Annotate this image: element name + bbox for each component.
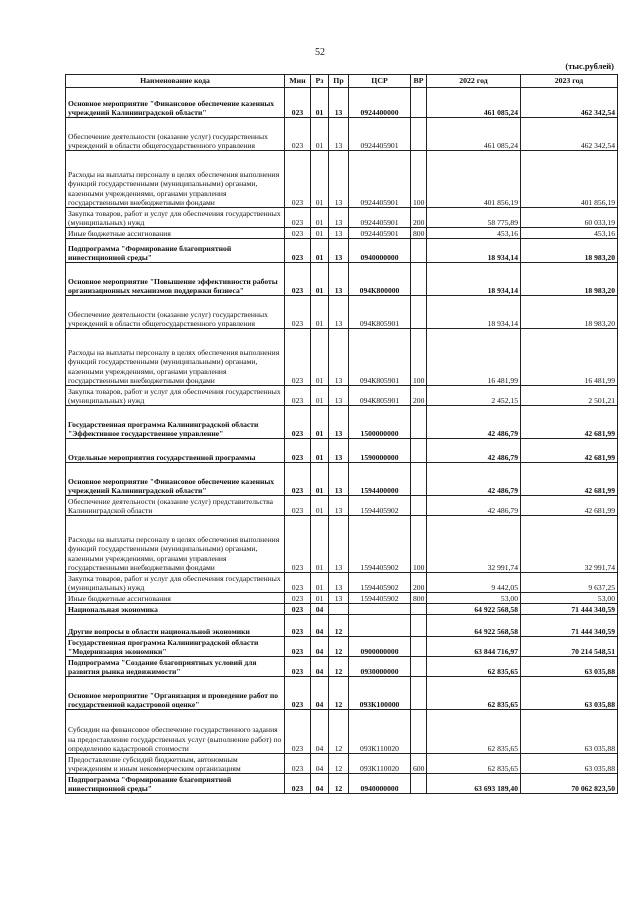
cell-csr: 093К110020 [349,754,411,774]
cell-min: 023 [285,496,311,516]
cell-2023: 2 501,21 [521,386,618,406]
cell-pr: 13 [329,593,349,604]
cell-rz: 01 [311,228,329,239]
cell-rz: 01 [311,151,329,208]
table-row [66,754,618,774]
cell-min: 023 [285,386,311,406]
table-row [66,228,618,239]
table-row [66,774,618,794]
cell-rz: 04 [311,604,329,615]
cell-min: 023 [285,296,311,329]
cell-2022: 42 486,79 [427,463,521,496]
cell-2022: 18 934,14 [427,263,521,296]
cell-min: 023 [285,754,311,774]
cell-vr [411,296,427,329]
cell-pr: 13 [329,296,349,329]
table-row [66,677,618,710]
cell-2022: 42 486,79 [427,439,521,463]
cell-pr: 13 [329,439,349,463]
cell-2023: 70 062 823,50 [521,774,618,794]
cell-2022: 16 481,99 [427,329,521,386]
cell-2022: 58 775,89 [427,208,521,228]
cell-pr: 12 [329,710,349,754]
cell-2022: 18 934,14 [427,239,521,263]
cell-2022: 32 991,74 [427,516,521,573]
header-2023: 2023 год [521,75,618,88]
cell-name: Иные бюджетные ассигнования [66,228,285,239]
cell-2023: 42 681,99 [521,439,618,463]
cell-vr [411,496,427,516]
cell-2023: 462 342,54 [521,88,618,118]
cell-2023: 18 983,20 [521,263,618,296]
cell-name: Государственная программа Калининградской области "Эффективное государственное управление" [66,406,285,439]
cell-csr [349,604,411,615]
cell-pr: 13 [329,151,349,208]
cell-min: 023 [285,151,311,208]
cell-vr: 100 [411,516,427,573]
table-row [66,118,618,151]
cell-2022: 461 085,24 [427,118,521,151]
cell-csr: 094К805901 [349,296,411,329]
cell-pr: 13 [329,263,349,296]
cell-rz: 01 [311,406,329,439]
cell-2023: 53,00 [521,593,618,604]
cell-vr: 800 [411,593,427,604]
cell-2023: 9 637,25 [521,573,618,593]
cell-rz: 01 [311,239,329,263]
cell-min: 023 [285,118,311,151]
cell-csr: 0924400000 [349,88,411,118]
cell-2023: 63 035,88 [521,754,618,774]
cell-2023: 63 035,88 [521,657,618,677]
header-2022: 2022 год [427,75,521,88]
table-row [66,329,618,386]
cell-name: Основное мероприятие "Финансовое обеспечение казенных учреждений Калининградской области" [66,88,285,118]
cell-rz: 01 [311,118,329,151]
cell-pr: 12 [329,615,349,637]
table-header-row [66,75,618,88]
cell-vr [411,406,427,439]
cell-2023: 63 035,88 [521,677,618,710]
cell-name: Расходы на выплаты персоналу в целях обеспечения выполнения функций государственными (муниципальными) органами, казенными учреждениями, органами управления государственными внебюджетными фондами [66,516,285,573]
cell-rz: 01 [311,573,329,593]
cell-2023: 42 681,99 [521,406,618,439]
cell-csr: 1594400000 [349,463,411,496]
cell-rz: 04 [311,637,329,657]
cell-name: Государственная программа Калининградской области "Модернизация экономики" [66,637,285,657]
cell-name: Закупка товаров, работ и услуг для обеспечения государственных (муниципальных) нужд [66,573,285,593]
cell-rz: 01 [311,263,329,296]
cell-min: 023 [285,677,311,710]
cell-pr: 13 [329,496,349,516]
cell-name: Подпрограмма "Создание благоприятных условий для развития рынка недвижимости" [66,657,285,677]
cell-vr [411,439,427,463]
cell-csr: 1590000000 [349,439,411,463]
cell-pr: 13 [329,573,349,593]
cell-rz: 04 [311,657,329,677]
cell-2023: 42 681,99 [521,496,618,516]
cell-rz: 04 [311,710,329,754]
cell-vr: 100 [411,151,427,208]
table-row [66,604,618,615]
cell-vr: 200 [411,208,427,228]
cell-pr: 13 [329,118,349,151]
cell-min: 023 [285,239,311,263]
cell-min: 023 [285,329,311,386]
cell-name: Основное мероприятие "Финансовое обеспечение казенных учреждений Калининградской области" [66,463,285,496]
cell-min: 023 [285,657,311,677]
cell-min: 023 [285,228,311,239]
table-row [66,151,618,208]
table-row [66,88,618,118]
cell-rz: 01 [311,463,329,496]
cell-rz: 04 [311,615,329,637]
table-row [66,593,618,604]
cell-csr: 1594405902 [349,516,411,573]
cell-rz: 04 [311,754,329,774]
cell-min: 023 [285,637,311,657]
cell-min: 023 [285,263,311,296]
cell-name: Закупка товаров, работ и услуг для обеспечения государственных (муниципальных) нужд [66,208,285,228]
cell-2022: 9 442,05 [427,573,521,593]
cell-csr: 0924405901 [349,228,411,239]
cell-csr: 093К100000 [349,677,411,710]
cell-2023: 71 444 340,59 [521,604,618,615]
cell-vr [411,677,427,710]
cell-min: 023 [285,88,311,118]
cell-vr [411,615,427,637]
cell-pr: 13 [329,406,349,439]
cell-rz: 04 [311,774,329,794]
cell-name: Отдельные мероприятия государственной программы [66,439,285,463]
cell-csr: 094К800000 [349,263,411,296]
units-label: (тыс.рублей) [565,61,614,71]
table-row [66,239,618,263]
cell-2023: 71 444 340,59 [521,615,618,637]
cell-vr [411,118,427,151]
cell-csr: 0924405901 [349,118,411,151]
table-body [66,88,618,794]
cell-pr: 13 [329,239,349,263]
cell-2022: 42 486,79 [427,496,521,516]
table-row [66,573,618,593]
cell-rz: 01 [311,88,329,118]
cell-vr: 600 [411,754,427,774]
table-row [66,439,618,463]
cell-vr [411,710,427,754]
cell-pr: 13 [329,386,349,406]
cell-csr: 0924405901 [349,208,411,228]
cell-name: Предоставление субсидий бюджетным, автономным учреждениям и иным некоммерческим организациям [66,754,285,774]
cell-2022: 401 856,19 [427,151,521,208]
cell-pr: 12 [329,774,349,794]
cell-name: Подпрограмма "Формирование благоприятной инвестиционной среды" [66,774,285,794]
cell-min: 023 [285,573,311,593]
cell-rz: 01 [311,386,329,406]
table-row [66,463,618,496]
cell-2023: 401 856,19 [521,151,618,208]
cell-rz: 01 [311,208,329,228]
table-row [66,710,618,754]
cell-csr: 0924405901 [349,151,411,208]
cell-vr [411,657,427,677]
cell-rz: 04 [311,677,329,710]
cell-vr [411,239,427,263]
table-row [66,406,618,439]
cell-name: Подпрограмма "Формирование благоприятной инвестиционной среды" [66,239,285,263]
cell-vr [411,604,427,615]
cell-vr: 200 [411,386,427,406]
cell-rz: 01 [311,516,329,573]
header-min: Мин [285,75,311,88]
table-row [66,615,618,637]
cell-name: Основное мероприятие "Повышение эффективности работы организационных механизмов поддержки бизнеса" [66,263,285,296]
cell-csr: 094К805901 [349,386,411,406]
cell-name: Обеспечение деятельности (оказание услуг) представительства Калининградской области [66,496,285,516]
cell-2023: 16 481,99 [521,329,618,386]
cell-name: Обеспечение деятельности (оказание услуг) государственных учреждений в области общегосударственного управления [66,296,285,329]
cell-csr: 094К805901 [349,329,411,386]
cell-2022: 461 085,24 [427,88,521,118]
header-name: Наименование кода [66,75,285,88]
cell-2022: 42 486,79 [427,406,521,439]
cell-min: 023 [285,710,311,754]
cell-2022: 64 922 568,58 [427,604,521,615]
cell-csr: 1594405902 [349,593,411,604]
cell-name: Расходы на выплаты персоналу в целях обеспечения выполнения функций государственными (муниципальными) органами, казенными учреждениями, органами управления государственными внебюджетными фондами [66,329,285,386]
cell-pr: 13 [329,463,349,496]
cell-name: Закупка товаров, работ и услуг для обеспечения государственных (муниципальных) нужд [66,386,285,406]
cell-vr [411,463,427,496]
cell-name: Другие вопросы в области национальной экономики [66,615,285,637]
cell-vr [411,774,427,794]
cell-min: 023 [285,593,311,604]
cell-min: 023 [285,604,311,615]
cell-csr: 0940000000 [349,239,411,263]
cell-2022: 62 835,65 [427,677,521,710]
cell-rz: 01 [311,496,329,516]
header-vr: ВР [411,75,427,88]
cell-csr: 0900000000 [349,637,411,657]
cell-pr: 12 [329,657,349,677]
cell-2022: 62 835,65 [427,754,521,774]
table-row [66,637,618,657]
cell-pr [329,604,349,615]
cell-pr: 12 [329,754,349,774]
cell-min: 023 [285,439,311,463]
cell-name: Субсидии на финансовое обеспечение государственного задания на предоставление государственных услуг (выполнение работ) по определению кадастровой стоимости [66,710,285,754]
page-number: 52 [315,47,325,58]
cell-pr: 13 [329,228,349,239]
table-row [66,496,618,516]
cell-csr: 0940000000 [349,774,411,794]
cell-2022: 62 835,65 [427,657,521,677]
cell-2023: 32 991,74 [521,516,618,573]
cell-pr: 12 [329,637,349,657]
table-row [66,296,618,329]
cell-2022: 63 844 716,97 [427,637,521,657]
cell-2022: 18 934,14 [427,296,521,329]
cell-rz: 01 [311,329,329,386]
cell-min: 023 [285,463,311,496]
cell-name: Национальная экономика [66,604,285,615]
cell-csr: 0930000000 [349,657,411,677]
cell-vr [411,637,427,657]
table-row [66,516,618,573]
cell-name: Иные бюджетные ассигнования [66,593,285,604]
cell-min: 023 [285,406,311,439]
cell-2022: 2 452,15 [427,386,521,406]
cell-2023: 453,16 [521,228,618,239]
cell-name: Расходы на выплаты персоналу в целях обеспечения выполнения функций государственными (муниципальными) органами, казенными учреждениями, органами управления государственными внебюджетными фондами [66,151,285,208]
cell-rz: 01 [311,593,329,604]
cell-2022: 62 835,65 [427,710,521,754]
cell-vr [411,88,427,118]
cell-pr: 13 [329,208,349,228]
table-row [66,208,618,228]
cell-min: 023 [285,615,311,637]
cell-2022: 453,16 [427,228,521,239]
cell-pr: 13 [329,516,349,573]
cell-name: Основное мероприятие "Организация и проведение работ по государственной кадастровой оценке" [66,677,285,710]
cell-2023: 63 035,88 [521,710,618,754]
cell-csr: 093К110020 [349,710,411,754]
header-rz: Рз [311,75,329,88]
cell-csr: 1594405902 [349,573,411,593]
cell-min: 023 [285,208,311,228]
cell-pr: 12 [329,677,349,710]
budget-table [65,74,618,794]
cell-csr: 1500000000 [349,406,411,439]
cell-vr: 800 [411,228,427,239]
cell-pr: 13 [329,329,349,386]
cell-csr [349,615,411,637]
header-csr: ЦСР [349,75,411,88]
table-row [66,657,618,677]
cell-csr: 1594405902 [349,496,411,516]
cell-2023: 18 983,20 [521,296,618,329]
cell-2023: 18 983,20 [521,239,618,263]
cell-2022: 63 693 189,40 [427,774,521,794]
header-pr: Пр [329,75,349,88]
cell-vr: 100 [411,329,427,386]
cell-2022: 64 922 568,58 [427,615,521,637]
cell-2022: 53,00 [427,593,521,604]
cell-vr: 200 [411,573,427,593]
cell-2023: 70 214 548,51 [521,637,618,657]
cell-2023: 60 033,19 [521,208,618,228]
cell-2023: 42 681,99 [521,463,618,496]
cell-2023: 462 342,54 [521,118,618,151]
cell-vr [411,263,427,296]
cell-min: 023 [285,516,311,573]
cell-rz: 01 [311,296,329,329]
cell-rz: 01 [311,439,329,463]
cell-name: Обеспечение деятельности (оказание услуг) государственных учреждений в области общегосударственного управления [66,118,285,151]
cell-min: 023 [285,774,311,794]
cell-pr: 13 [329,88,349,118]
table-row [66,386,618,406]
table-row [66,263,618,296]
